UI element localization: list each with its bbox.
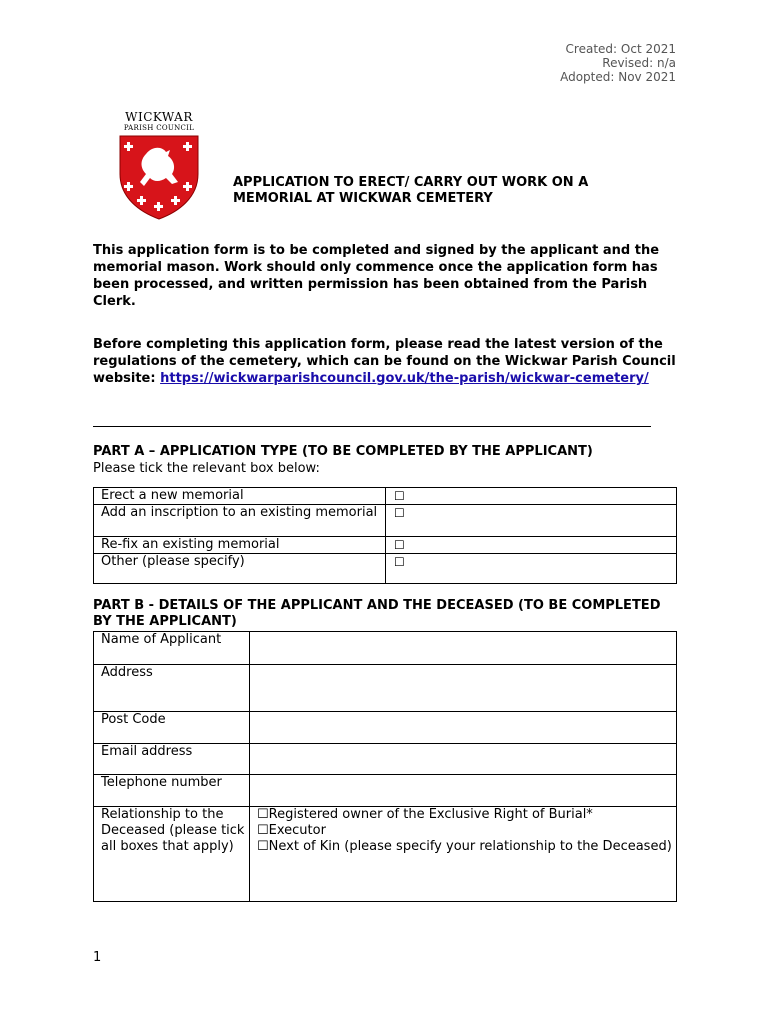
document-meta — [560, 42, 676, 84]
parish-logo — [115, 111, 203, 220]
field-label: Relationship to the Deceased (please tick all boxes that apply) — [94, 807, 250, 902]
email-field[interactable] — [250, 744, 677, 775]
table-row — [94, 807, 677, 902]
option-checkbox[interactable]: ☐ — [386, 505, 677, 537]
table-row — [94, 712, 677, 744]
field-label: Post Code — [94, 712, 250, 744]
executor-checkbox[interactable]: ☐Executor — [257, 823, 326, 838]
telephone-field[interactable] — [250, 775, 677, 807]
section-divider — [93, 426, 651, 427]
notice-text: Before completing this application form, please read the latest version of the regulations of the cemetery, which can be found on the Wickwar Parish Council website: — [93, 337, 676, 386]
option-label: Re-fix an existing memorial — [94, 537, 386, 554]
applicant-name-field[interactable] — [250, 632, 677, 665]
option-checkbox[interactable]: ☐ — [386, 537, 677, 554]
table-row — [94, 632, 677, 665]
notice-paragraph — [93, 336, 683, 387]
application-type-table — [93, 487, 677, 584]
relationship-options — [250, 807, 677, 902]
field-label: Email address — [94, 744, 250, 775]
table-row — [94, 665, 677, 712]
shield-crest-icon — [118, 134, 200, 220]
option-checkbox[interactable]: ☐ — [386, 488, 677, 505]
address-field[interactable] — [250, 665, 677, 712]
created-date: Created: Oct 2021 — [565, 42, 676, 56]
option-checkbox[interactable]: ☐ — [386, 554, 677, 584]
next-of-kin-checkbox[interactable]: ☐Next of Kin (please specify your relationship to the Deceased) — [257, 839, 672, 854]
logo-name: WICKWAR — [125, 110, 193, 124]
option-label: Add an inscription to an existing memorial — [94, 505, 386, 537]
part-a-heading: PART A – APPLICATION TYPE (TO BE COMPLETED BY THE APPLICANT) — [93, 444, 593, 459]
intro-paragraph: This application form is to be completed and signed by the applicant and the memorial mason. Work should only commence once the application form has been processed, and written permission has been obtained from the Parish Clerk. — [93, 243, 660, 309]
table-row — [94, 775, 677, 807]
table-row — [94, 488, 677, 505]
table-row — [94, 537, 677, 554]
form-title: APPLICATION TO ERECT/ CARRY OUT WORK ON A MEMORIAL AT WICKWAR CEMETERY — [233, 175, 589, 206]
adopted-date: Adopted: Nov 2021 — [560, 70, 676, 84]
revised-date: Revised: n/a — [602, 56, 676, 70]
cemetery-regulations-link[interactable]: https://wickwarparishcouncil.gov.uk/the-parish/wickwar-cemetery/ — [160, 371, 649, 386]
applicant-details-table — [93, 631, 677, 902]
page-number: 1 — [93, 950, 102, 965]
postcode-field[interactable] — [250, 712, 677, 744]
logo-subtitle: PARISH COUNCIL — [123, 124, 195, 132]
field-label: Address — [94, 665, 250, 712]
option-label: Erect a new memorial — [94, 488, 386, 505]
field-label: Name of Applicant — [94, 632, 250, 665]
option-label: Other (please specify) — [94, 554, 386, 584]
table-row — [94, 744, 677, 775]
part-b-heading: PART B - DETAILS OF THE APPLICANT AND THE DECEASED (TO BE COMPLETED BY THE APPLICANT) — [93, 598, 661, 629]
registered-owner-checkbox[interactable]: ☐Registered owner of the Exclusive Right of Burial* — [257, 807, 593, 822]
part-a-instruction: Please tick the relevant box below: — [93, 461, 320, 476]
table-row — [94, 505, 677, 537]
field-label: Telephone number — [94, 775, 250, 807]
table-row — [94, 554, 677, 584]
